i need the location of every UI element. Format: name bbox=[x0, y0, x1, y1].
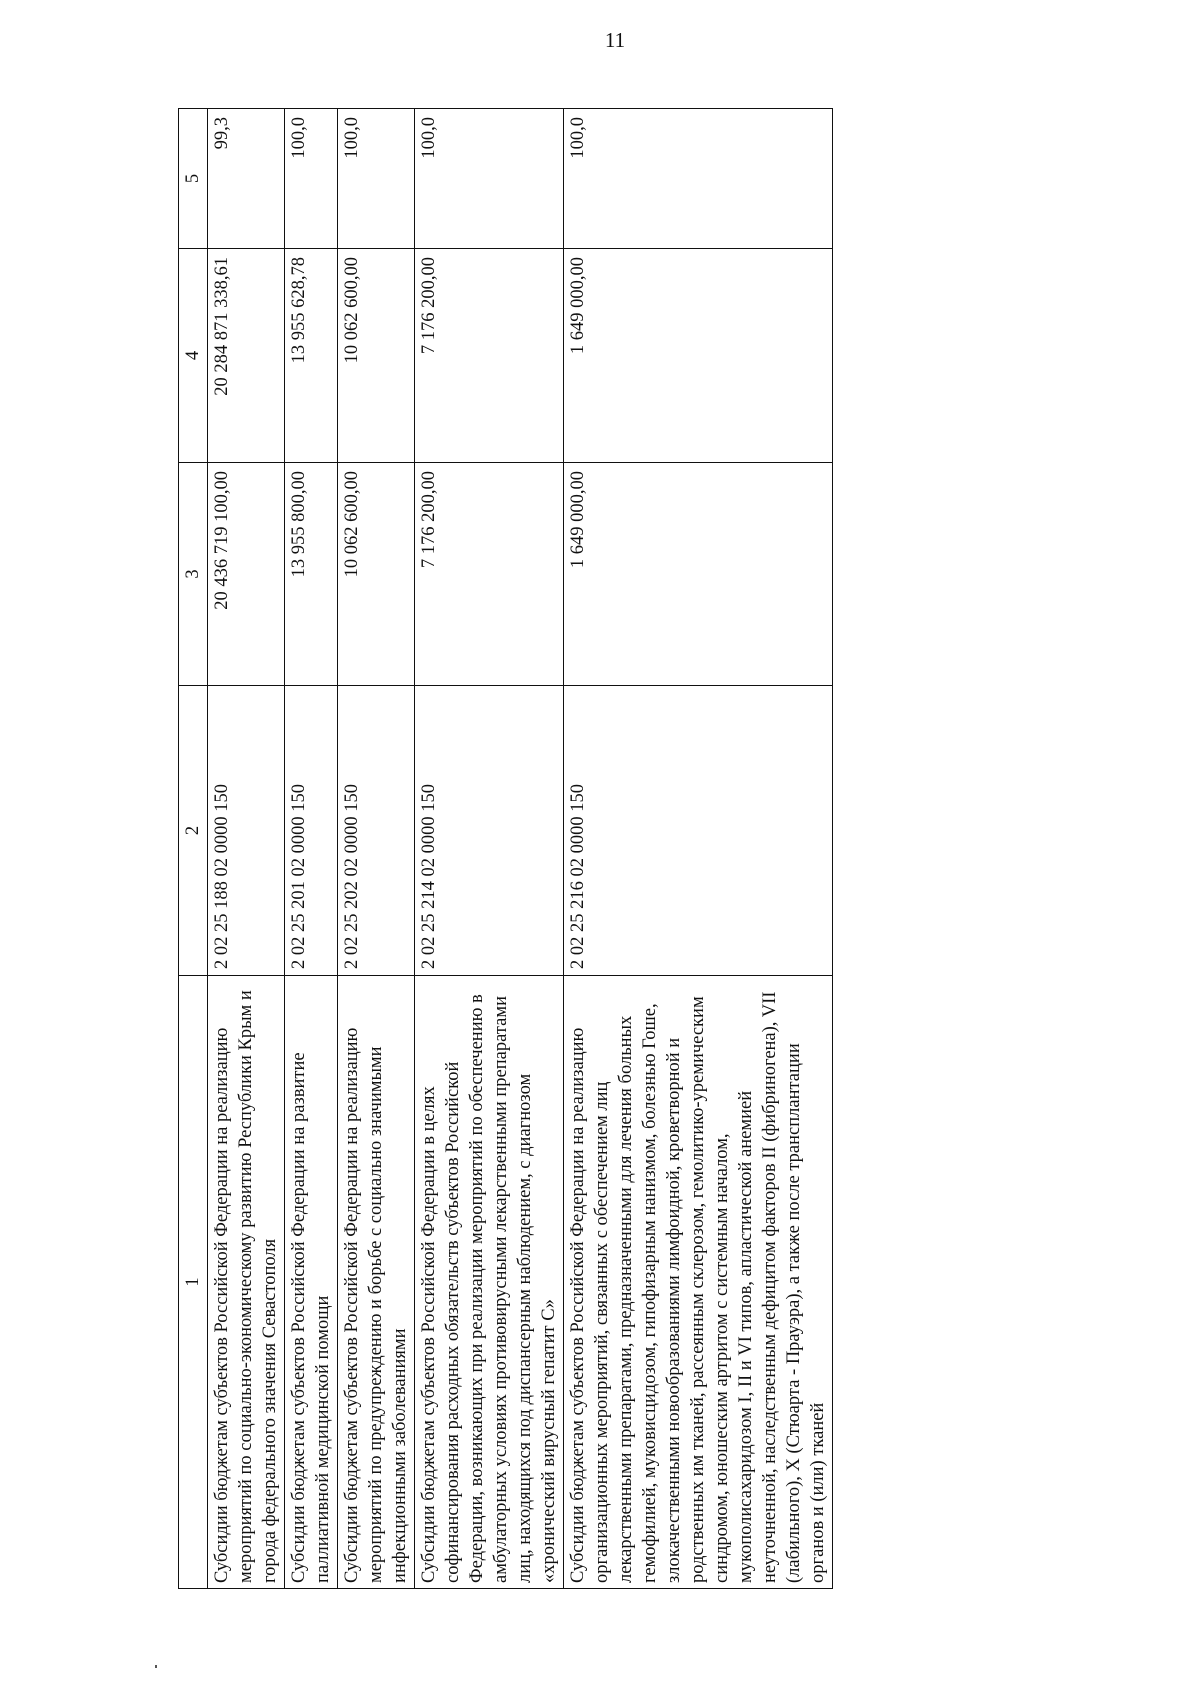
row-description: Субсидии бюджетам субъектов Российской Федерации в целях софинансирования расходных обязательств субъектов Российской Федерации, возникающих при реализации мероприятий по обеспечению в амбулаторных условиях противовирусными лекарственными препаратами лиц, находящихся под диспансерным наблюдением, с диагнозом «хронический вирусный гепатит С» bbox=[415, 976, 564, 1589]
row-description: Субсидии бюджетам субъектов Российской Федерации на реализацию мероприятий по социально-экономическому развитию Республики Крым и города федерального значения Севастополя bbox=[208, 976, 285, 1589]
header-cell-2: 2 bbox=[179, 686, 208, 976]
table-row bbox=[285, 109, 338, 1589]
budget-table bbox=[178, 108, 833, 1589]
row-percent: 100,0 bbox=[564, 109, 833, 249]
row-planned: 1 649 000,00 bbox=[564, 463, 833, 686]
header-cell-3: 3 bbox=[179, 463, 208, 686]
scan-speck bbox=[155, 1665, 157, 1668]
row-code: 2 02 25 202 02 0000 150 bbox=[338, 686, 415, 976]
row-percent: 100,0 bbox=[415, 109, 564, 249]
row-code: 2 02 25 188 02 0000 150 bbox=[208, 686, 285, 976]
row-percent: 100,0 bbox=[338, 109, 415, 249]
header-cell-5: 5 bbox=[179, 109, 208, 249]
table-row bbox=[415, 109, 564, 1589]
header-cell-1: 1 bbox=[179, 976, 208, 1589]
row-percent: 100,0 bbox=[285, 109, 338, 249]
row-actual: 20 284 871 338,61 bbox=[208, 249, 285, 463]
row-actual: 7 176 200,00 bbox=[415, 249, 564, 463]
row-planned: 13 955 800,00 bbox=[285, 463, 338, 686]
header-cell-4: 4 bbox=[179, 249, 208, 463]
page-number: 11 bbox=[604, 28, 626, 52]
row-description: Субсидии бюджетам субъектов Российской Федерации на реализацию организационных мероприятий, связанных с обеспечением лиц лекарственными препаратами, предназначенными для лечения больных гемофилией, муковисцидозом, гипофизарным нанизмом, болезнью Гоше, злокачественными новообразованиями лимфоидной, кроветворной и родственных им тканей, рассеянным склерозом, гемолитико-уремическим синдромом, юношеским артритом с системным началом, мукополисахаридозом I, II и VI типов, апластической анемией неуточненной, наследственным дефицитом факторов II (фибриногена), VII (лабильного), X (Стюарта - Прауэра), а также после трансплантации органов и (или) тканей bbox=[564, 976, 833, 1589]
row-code: 2 02 25 214 02 0000 150 bbox=[415, 686, 564, 976]
table-row bbox=[208, 109, 285, 1589]
row-code: 2 02 25 201 02 0000 150 bbox=[285, 686, 338, 976]
table-row bbox=[564, 109, 833, 1589]
row-actual: 10 062 600,00 bbox=[338, 249, 415, 463]
row-planned: 7 176 200,00 bbox=[415, 463, 564, 686]
header-row bbox=[179, 109, 208, 1589]
rotated-table-frame bbox=[178, 109, 978, 1589]
row-description: Субсидии бюджетам субъектов Российской Федерации на развитие паллиативной медицинской помощи bbox=[285, 976, 338, 1589]
table-row bbox=[338, 109, 415, 1589]
row-actual: 13 955 628,78 bbox=[285, 249, 338, 463]
row-actual: 1 649 000,00 bbox=[564, 249, 833, 463]
row-description: Субсидии бюджетам субъектов Российской Федерации на реализацию мероприятий по предупреждению и борьбе с социально значимыми инфекционными заболеваниями bbox=[338, 976, 415, 1589]
row-code: 2 02 25 216 02 0000 150 bbox=[564, 686, 833, 976]
row-percent: 99,3 bbox=[208, 109, 285, 249]
row-planned: 20 436 719 100,00 bbox=[208, 463, 285, 686]
row-planned: 10 062 600,00 bbox=[338, 463, 415, 686]
